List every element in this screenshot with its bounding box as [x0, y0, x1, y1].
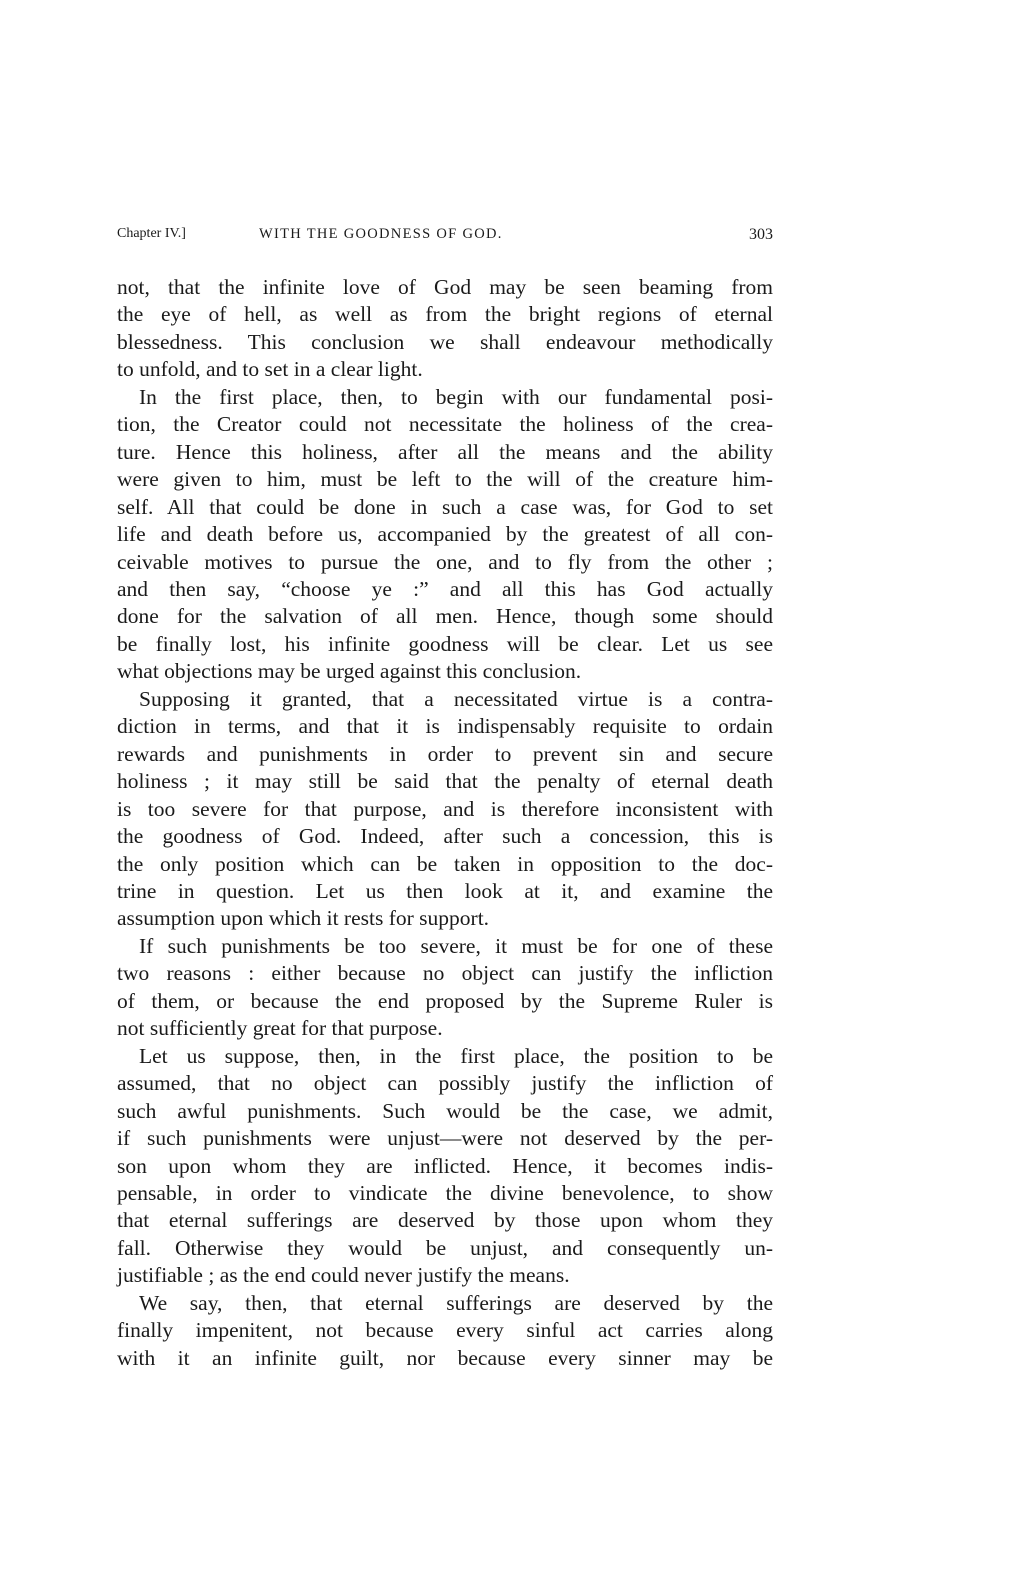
text-line: rewards and punishments in order to prevent sin and secure — [117, 741, 773, 766]
text-line: fall. Otherwise they would be unjust, and consequently un- — [117, 1235, 773, 1260]
text-line: Supposing it granted, that a necessitated virtue is a contra- — [139, 686, 773, 711]
text-line: were given to him, must be left to the will of the creature him- — [117, 467, 773, 492]
text-line: not, that the infinite love of God may be seen beaming from — [117, 275, 773, 299]
body-text — [117, 274, 773, 1372]
text-line: the eye of hell, as well as from the bright regions of eternal — [117, 302, 773, 327]
text-line: assumed, that no object can possibly justify the infliction of — [117, 1071, 773, 1096]
text-line: son upon whom they are inflicted. Hence, it becomes indis- — [117, 1153, 773, 1178]
text-line: such awful punishments. Such would be the case, we admit, — [117, 1098, 773, 1123]
text-line: trine in question. Let us then look at it, and examine the — [117, 878, 773, 903]
text-line: justifiable ; as the end could never justify the means. — [117, 1263, 570, 1288]
text-line: the goodness of God. Indeed, after such a concession, this is — [117, 824, 773, 849]
text-line: ceivable motives to pursue the one, and to fly from the other ; — [117, 549, 773, 574]
text-line: holiness ; it may still be said that the penalty of eternal death — [117, 769, 773, 794]
text-line: pensable, in order to vindicate the divine benevolence, to show — [117, 1180, 773, 1205]
text-line: self. All that could be done in such a case was, for God to set — [117, 494, 773, 519]
text-line: diction in terms, and that it is indispensably requisite to ordain — [117, 714, 773, 739]
text-line: In the first place, then, to begin with our fundamental posi- — [139, 384, 773, 409]
text-line: to unfold, and to set in a clear light. — [117, 357, 423, 382]
text-line: ture. Hence this holiness, after all the means and the ability — [117, 439, 773, 464]
text-line: life and death before us, accompanied by the greatest of all con- — [117, 522, 773, 547]
text-line: done for the salvation of all men. Hence, though some should — [117, 604, 773, 629]
text-line: of them, or because the end proposed by the Supreme Ruler is — [117, 988, 773, 1013]
page-number: 303 — [749, 226, 773, 243]
running-title: WITH THE GOODNESS OF GOD. — [259, 226, 503, 242]
text-line: be finally lost, his infinite goodness will be clear. Let us see — [117, 631, 773, 656]
text-line: what objections may be urged against this conclusion. — [117, 659, 582, 684]
text-line: Let us suppose, then, in the first place, the position to be — [139, 1043, 773, 1068]
running-header — [117, 226, 773, 248]
text-line: assumption upon which it rests for support. — [117, 906, 490, 931]
text-line: is too severe for that purpose, and is therefore inconsistent with — [117, 796, 773, 821]
text-line: two reasons : either because no object can justify the infliction — [117, 961, 773, 986]
text-line: If such punishments be too severe, it must be for one of these — [139, 933, 773, 958]
text-line: We say, then, that eternal sufferings are deserved by the — [139, 1290, 773, 1315]
text-line: if such punishments were unjust—were not deserved by the per- — [117, 1126, 773, 1151]
text-line: tion, the Creator could not necessitate the holiness of the crea- — [117, 412, 773, 437]
text-line: finally impenitent, not because every sinful act carries along — [117, 1318, 773, 1343]
text-line: blessedness. This conclusion we shall endeavour methodically — [117, 329, 773, 354]
chapter-label: Chapter IV.] — [117, 226, 186, 241]
text-line: that eternal sufferings are deserved by those upon whom they — [117, 1208, 773, 1233]
text-line: and then say, “choose ye :” and all this has God actually — [117, 576, 773, 601]
text-line: with it an infinite guilt, nor because every sinner may be — [117, 1345, 773, 1370]
text-line: the only position which can be taken in opposition to the doc- — [117, 851, 773, 876]
text-line: not sufficiently great for that purpose. — [117, 1016, 443, 1041]
